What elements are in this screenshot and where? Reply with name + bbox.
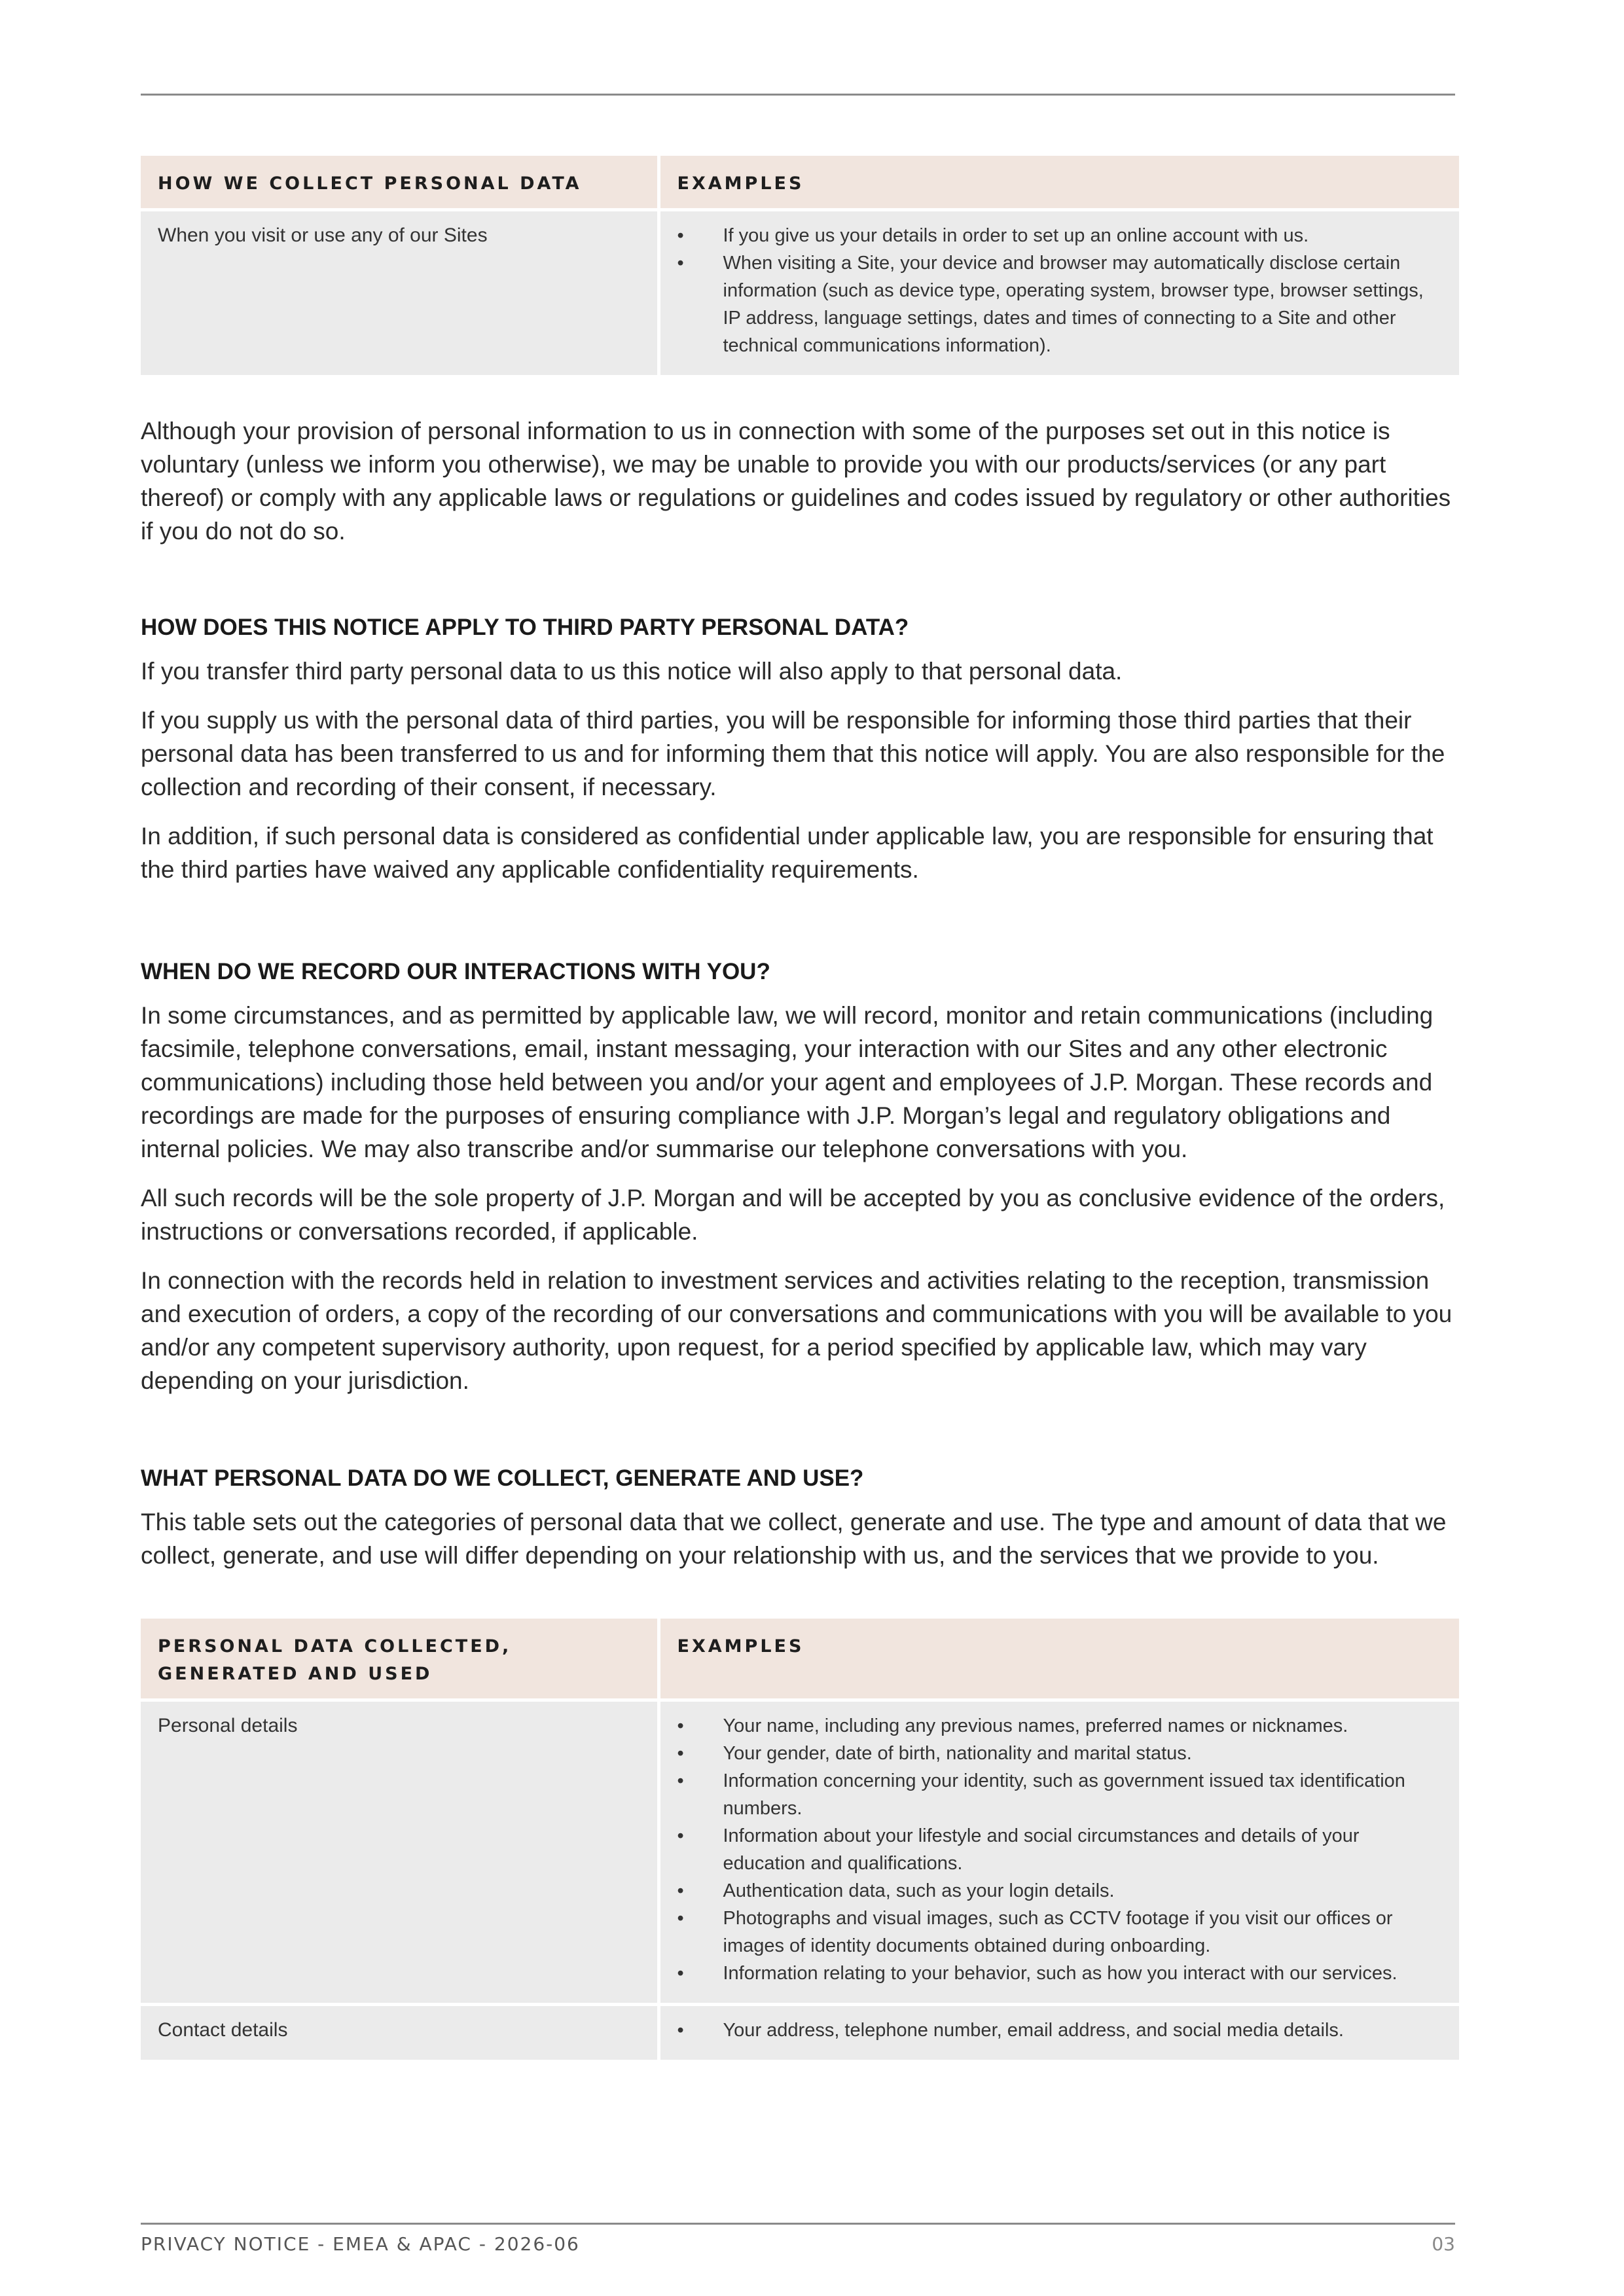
body-paragraph: If you supply us with the personal data of third parties, you will be responsible for informing those third parties that their personal data has been transferred to us and for informing them that this notice will apply. You are also responsible for the collection and recording of their consent, if necessary. xyxy=(141,707,1445,800)
section-heading: HOW DOES THIS NOTICE APPLY TO THIRD PARTY PERSONAL DATA? xyxy=(141,615,909,640)
list-item: • Photographs and visual images, such as CCTV footage if you visit our offices or images of identity documents obtained during onboarding. xyxy=(677,1905,1443,1960)
body-paragraph: In some circumstances, and as permitted by applicable law, we will record, monitor and retain communications (including facsimile, telephone conversations, email, instant messaging, your interaction with our Sites and any other electronic communications) including those held between you and/or your agent and employees of J.P. Morgan. These records and recordings are made for the purposes of ensuring compliance with J.P. Morgan’s legal and regulatory obligations and internal policies. We may also transcribe and/or summarise our telephone conversations with you. xyxy=(141,1002,1434,1162)
table-header-row xyxy=(141,1619,1459,1700)
list-item: • Information relating to your behavior, such as how you interact with our services. xyxy=(677,1960,1443,1987)
body-paragraph: All such records will be the sole property of J.P. Morgan and will be accepted by you as conclusive evidence of the orders, instructions or conversations recorded, if applicable. xyxy=(141,1185,1445,1245)
table-header-examples: EXAMPLES xyxy=(659,156,1459,210)
table-row xyxy=(141,210,1459,377)
row-examples xyxy=(659,210,1459,377)
footer-rule xyxy=(141,2223,1455,2225)
intro-paragraph: Although your provision of personal information to us in connection with some of the purposes set out in this notice is voluntary (unless we inform you otherwise), we may be unable to provide you with our products/services (or any part thereof) or comply with any applicable laws or regulations or guidelines and codes issued by regulatory or other authorities if you do not do so. xyxy=(141,418,1451,545)
collect-section xyxy=(141,1463,1456,1588)
body-paragraph: In addition, if such personal data is considered as confidential under applicable law, you are responsible for ensuring that the third parties have waived any applicable confidentiality requirements. xyxy=(141,823,1434,883)
footer-document-title: PRIVACY NOTICE - EMEA & APAC - 2026-06 xyxy=(141,2233,580,2255)
body-paragraph: If you transfer third party personal data to us this notice will also apply to that personal data. xyxy=(141,658,1123,685)
table-header-row xyxy=(141,156,1459,210)
list-item: • Your gender, date of birth, nationality and marital status. xyxy=(677,1740,1443,1767)
examples-list xyxy=(677,1712,1443,1987)
table-row xyxy=(141,2005,1459,2062)
recording-section xyxy=(141,957,1456,1413)
personal-data-table xyxy=(141,1619,1459,2063)
list-item: • Your name, including any previous names, preferred names or nicknames. xyxy=(677,1712,1443,1740)
table-header-category: PERSONAL DATA COLLECTED, GENERATED AND USED xyxy=(141,1619,659,1700)
table-row xyxy=(141,1700,1459,2005)
examples-list xyxy=(677,2017,1443,2044)
row-examples xyxy=(659,1700,1459,2005)
header-rule xyxy=(141,94,1455,96)
page-number: 03 xyxy=(1432,2233,1455,2255)
examples-list xyxy=(677,222,1443,359)
table-header-method: HOW WE COLLECT PERSONAL DATA xyxy=(141,156,659,210)
body-paragraph: In connection with the records held in relation to investment services and activities relating to the reception, transmission and execution of orders, a copy of the recording of our conversations and communications with you will be available to you and/or any competent supervisory authority, upon request, for a period specified by applicable law, which may vary depending on your jurisdiction. xyxy=(141,1267,1453,1394)
list-item: • Your address, telephone number, email address, and social media details. xyxy=(677,2017,1443,2044)
row-label: Contact details xyxy=(141,2005,659,2062)
list-item: • If you give us your details in order to set up an online account with us. xyxy=(677,222,1443,249)
intro-section xyxy=(141,414,1456,564)
list-item: • When visiting a Site, your device and browser may automatically disclose certain information (such as device type, operating system, browser type, browser settings, IP address, language settings, dates and times of connecting to a Site and other technical communications information). xyxy=(677,249,1443,359)
section-heading: WHEN DO WE RECORD OUR INTERACTIONS WITH YOU? xyxy=(141,959,770,984)
section-heading: WHAT PERSONAL DATA DO WE COLLECT, GENERATE AND USE? xyxy=(141,1465,864,1491)
list-item: • Information about your lifestyle and social circumstances and details of your education and qualifications. xyxy=(677,1822,1443,1877)
collection-methods-table xyxy=(141,156,1459,378)
list-item: • Information concerning your identity, such as government issued tax identification numbers. xyxy=(677,1767,1443,1822)
row-label: Personal details xyxy=(141,1700,659,2005)
table-header-examples: EXAMPLES xyxy=(659,1619,1459,1700)
body-paragraph: This table sets out the categories of personal data that we collect, generate and use. The type and amount of data that we collect, generate, and use will differ depending on your relationship with us, and the services that we provide to you. xyxy=(141,1509,1447,1569)
list-item: • Authentication data, such as your login details. xyxy=(677,1877,1443,1905)
third-party-section xyxy=(141,613,1456,902)
row-examples xyxy=(659,2005,1459,2062)
row-label: When you visit or use any of our Sites xyxy=(141,210,659,377)
